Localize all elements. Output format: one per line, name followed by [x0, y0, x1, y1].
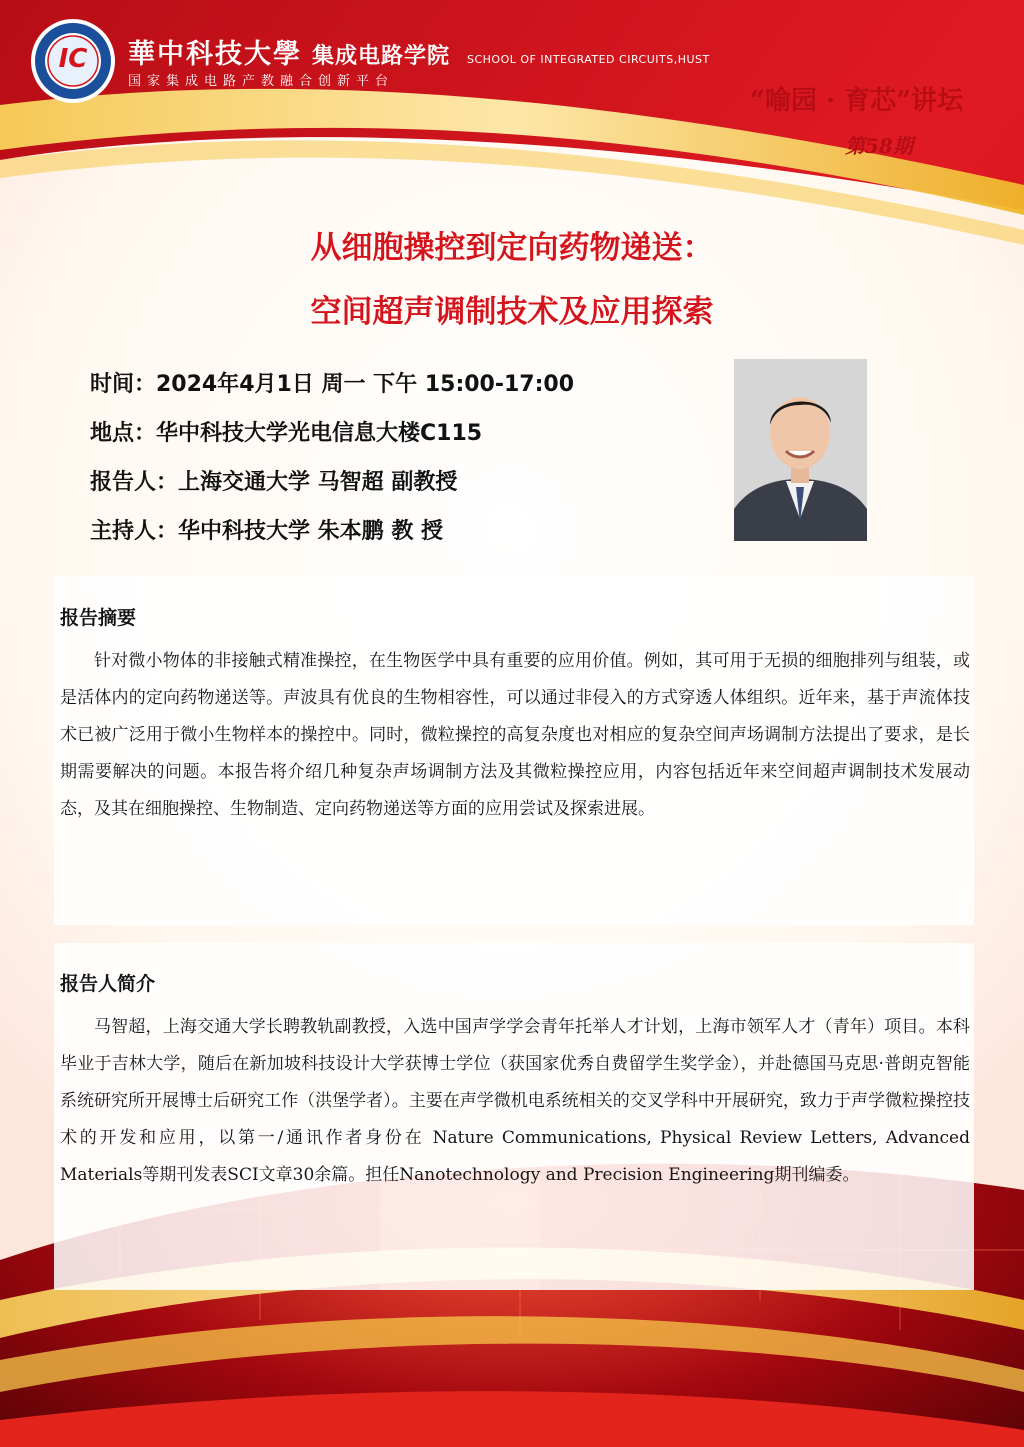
school-name: 集成电路学院 [312, 44, 451, 69]
university-name [128, 32, 450, 71]
speaker-portrait-icon [734, 359, 867, 541]
school-logo [30, 18, 116, 104]
abstract-body: 针对微小物体的非接触式精准操控，在生物医学中具有重要的应用价值。例如，其可用于无损的细胞排列与组装，或是活体内的定向药物递送等。声波具有优良的生物相容性，可以通过非侵入的方式穿透人体组织。近年来，基于声流体技术已被广泛用于微小生物样本的操控中。同时，微粒操控的高复杂度也对相应的复杂空间声场调制方法提出了要求，是长期需要解决的问题。本报告将介绍几种复杂声场调制方法及其微粒操控应用，内容包括近年来空间超声调制技术发展动态，及其在细胞操控、生物制造、定向药物递送等方面的应用尝试及探索进展。 [60, 651, 970, 819]
event-location: 地点：华中科技大学光电信息大楼C115 [90, 421, 483, 446]
event-time: 时间：2024年4月1日 周一 下午 15:00-17:00 [90, 372, 575, 397]
bio-panel [54, 943, 974, 1290]
abstract-panel [54, 576, 974, 925]
bio-body: 马智超，上海交通大学长聘教轨副教授，入选中国声学学会青年托举人才计划，上海市领军人才（青年）项目。本科毕业于吉林大学，随后在新加坡科技设计大学获博士学位（获国家优秀自费留学生奖学金），并赴德国马克思·普朗克智能系统研究所开展博士后研究工作（洪堡学者）。主要在声学微机电系统相关的交叉学科中开展研究，致力于声学微粒操控技术的开发和应用，以第一/通讯作者身份在 Nature Communications, Physical Review Letters, Advanced Materials等期刊发表SCI文章30余篇。担任Nanotechnology and Precision Engineering期刊编委。 [60, 1017, 970, 1185]
series-name: “喻园 · 育芯”讲坛 [750, 86, 964, 116]
issue-number: 第58期 [845, 134, 913, 158]
bio-heading: 报告人简介 [60, 973, 156, 995]
school-english-name: SCHOOL OF INTEGRATED CIRCUITS,HUST [467, 53, 710, 66]
abstract-heading: 报告摘要 [60, 607, 137, 629]
speaker-photo [734, 359, 867, 541]
university-name-text: 華中科技大學 [128, 39, 302, 70]
event-speaker: 报告人：上海交通大学 马智超 副教授 [90, 470, 458, 495]
title-line-1: 从细胞操控到定向药物递送： [310, 230, 714, 266]
title-line-2: 空间超声调制技术及应用探索 [310, 294, 714, 330]
platform-name: 国家集成电路产教融合创新平台 [128, 74, 395, 89]
logo-initials: IC [58, 44, 88, 74]
event-host: 主持人：华中科技大学 朱本鹏 教 授 [90, 519, 443, 544]
